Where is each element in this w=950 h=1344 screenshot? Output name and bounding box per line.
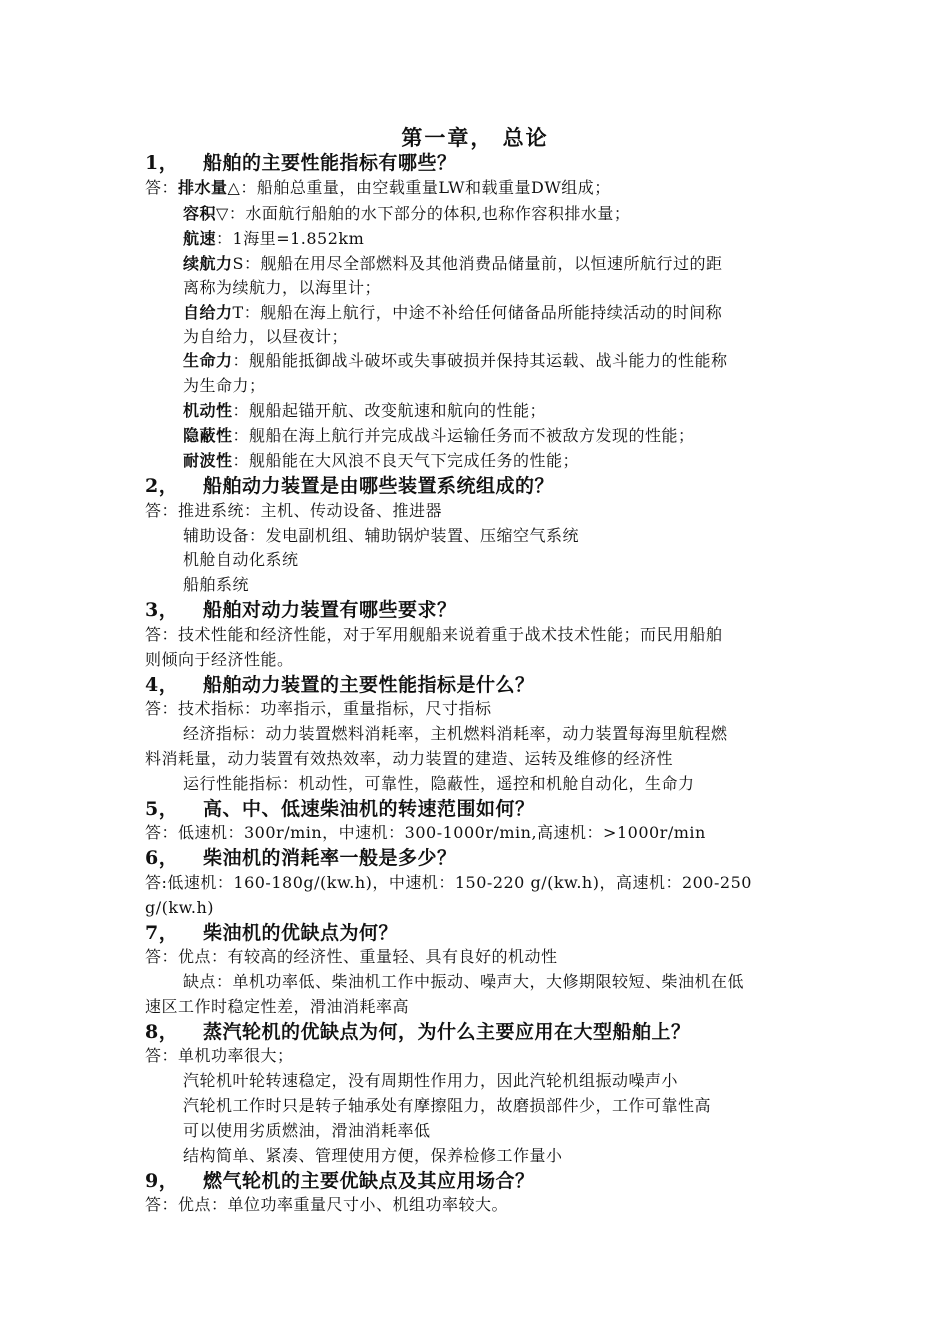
definition: ：舰船能抵御战斗破坏或失事破损并保持其运载、战斗能力的性能称	[232, 351, 728, 370]
question-heading	[145, 796, 535, 822]
answer-line: 运行性能指标：机动性，可靠性，隐蔽性，遥控和机舱自动化，生命力	[183, 774, 695, 793]
question-heading	[145, 597, 457, 623]
question-heading	[145, 473, 554, 499]
answer-line	[183, 400, 546, 422]
term: 排水量△	[178, 178, 241, 197]
answer-line: 汽轮机工作时只是转子轴承处有摩擦阻力，故磨损部件少，工作可靠性高	[183, 1096, 712, 1115]
term: 自给力	[183, 303, 233, 322]
definition: S：舰船在用尽全部燃料及其他消费品储量前，以恒速所航行过的距	[232, 254, 723, 273]
question-number: 6，	[145, 847, 179, 869]
answer-line: 缺点：单机功率低、柴油机工作中振动、噪声大，大修期限较短、柴油机在低	[183, 972, 745, 991]
answer-line: 汽轮机叶轮转速稳定，没有周期性作用力，因此汽轮机组振动噪声小	[183, 1071, 679, 1090]
definition: ：船舶总重量，由空载重量LW和载重量DW组成；	[240, 178, 611, 197]
answer-line: 离称为续航力，以海里计；	[183, 278, 382, 297]
answer-line	[183, 302, 722, 324]
question-text: 蒸汽轮机的优缺点为何，为什么主要应用在大型船舶上？	[203, 1021, 691, 1043]
term: 容积▽	[183, 204, 229, 223]
answer-line: 为自给力，以昼夜计；	[183, 327, 349, 346]
term: 续航力	[183, 254, 233, 273]
answer-line: 答:低速机：160-180g/(kw.h)，中速机：150-220 g/(kw.h)，高速机：200-250	[145, 873, 752, 892]
answer-line: 料消耗量，动力装置有效热效率，动力装置的建造、运转及维修的经济性	[145, 749, 674, 768]
question-text: 船舶动力装置的主要性能指标是什么？	[203, 674, 535, 696]
question-number: 9，	[145, 1170, 179, 1192]
question-number: 1，	[145, 152, 179, 174]
answer-line: 经济指标：动力装置燃料消耗率，主机燃料消耗率，动力装置每海里航程燃	[183, 724, 728, 743]
answer-line	[183, 450, 579, 472]
answer-line: 答：优点：单位功率重量尺寸小、机组功率较大。	[145, 1195, 509, 1214]
question-heading	[145, 672, 535, 698]
answer-line: 答：推进系统：主机、传动设备、推进器	[145, 501, 443, 520]
question-text: 柴油机的消耗率一般是多少？	[203, 847, 457, 869]
answer-line: 结构简单、紧凑、管理使用方便，保养检修工作量小	[183, 1146, 563, 1165]
answer-line: 船舶系统	[183, 575, 250, 594]
question-text: 燃气轮机的主要优缺点及其应用场合？	[203, 1170, 535, 1192]
question-number: 8，	[145, 1021, 179, 1043]
definition: ：舰船能在大风浪不良天气下完成任务的性能；	[232, 451, 580, 470]
answer-line: 为生命力；	[183, 376, 266, 395]
question-heading	[145, 920, 398, 946]
question-number: 7，	[145, 922, 179, 944]
answer-line: 答：低速机：300r/min，中速机：300-1000r/min,高速机：>1000r/min	[145, 823, 706, 842]
answer-line: 答：单机功率很大；	[145, 1046, 294, 1065]
definition: ：1海里=1.852km	[216, 229, 365, 248]
term: 隐蔽性	[183, 426, 233, 445]
definition: ：水面航行船舶的水下部分的体积,也称作容积排水量；	[228, 204, 631, 223]
answer-line: 则倾向于经济性能。	[145, 650, 294, 669]
term: 生命力	[183, 351, 233, 370]
definition: ：舰船在海上航行并完成战斗运输任务而不被敌方发现的性能；	[232, 426, 695, 445]
answer-line: 可以使用劣质燃油，滑油消耗率低	[183, 1121, 431, 1140]
answer-line	[145, 177, 611, 199]
term: 航速	[183, 229, 217, 248]
answer-line	[183, 203, 630, 225]
question-heading	[145, 845, 457, 871]
question-number: 5，	[145, 798, 179, 820]
answer-line: 辅助设备：发电副机组、辅助锅炉装置、压缩空气系统	[183, 526, 580, 545]
answer-line: 机舱自动化系统	[183, 550, 299, 569]
chapter-title: 第一章， 总论	[401, 125, 549, 150]
question-heading	[145, 150, 457, 176]
answer-line: 答：技术指标：功率指示，重量指标，尺寸指标	[145, 699, 492, 718]
answer-line	[183, 425, 695, 447]
answer-line	[183, 350, 728, 372]
term: 耐波性	[183, 451, 233, 470]
answer-line: g/(kw.h)	[145, 898, 214, 917]
answer-line: 答：技术性能和经济性能，对于军用舰船来说着重于战术技术性能；而民用船舶	[145, 625, 723, 644]
definition: ：舰船起锚开航、改变航速和航向的性能；	[232, 401, 547, 420]
question-number: 4，	[145, 674, 179, 696]
answer-line: 速区工作时稳定性差，滑油消耗率高	[145, 997, 410, 1016]
answer-prefix: 答：	[145, 178, 179, 197]
definition: T：舰船在海上航行，中途不补给任何储备品所能持续活动的时间称	[232, 303, 723, 322]
answer-line: 答：优点：有较高的经济性、重量轻、具有良好的机动性	[145, 947, 558, 966]
answer-line	[183, 228, 364, 250]
question-heading	[145, 1019, 691, 1045]
answer-line	[183, 253, 722, 275]
question-text: 船舶的主要性能指标有哪些？	[203, 152, 457, 174]
question-text: 船舶对动力装置有哪些要求？	[203, 599, 457, 621]
term: 机动性	[183, 401, 233, 420]
question-text: 柴油机的优缺点为何？	[203, 922, 399, 944]
question-heading	[145, 1168, 535, 1194]
question-text: 船舶动力装置是由哪些装置系统组成的？	[203, 475, 555, 497]
question-number: 2，	[145, 475, 179, 497]
question-number: 3，	[145, 599, 179, 621]
question-text: 高、中、低速柴油机的转速范围如何？	[203, 798, 535, 820]
